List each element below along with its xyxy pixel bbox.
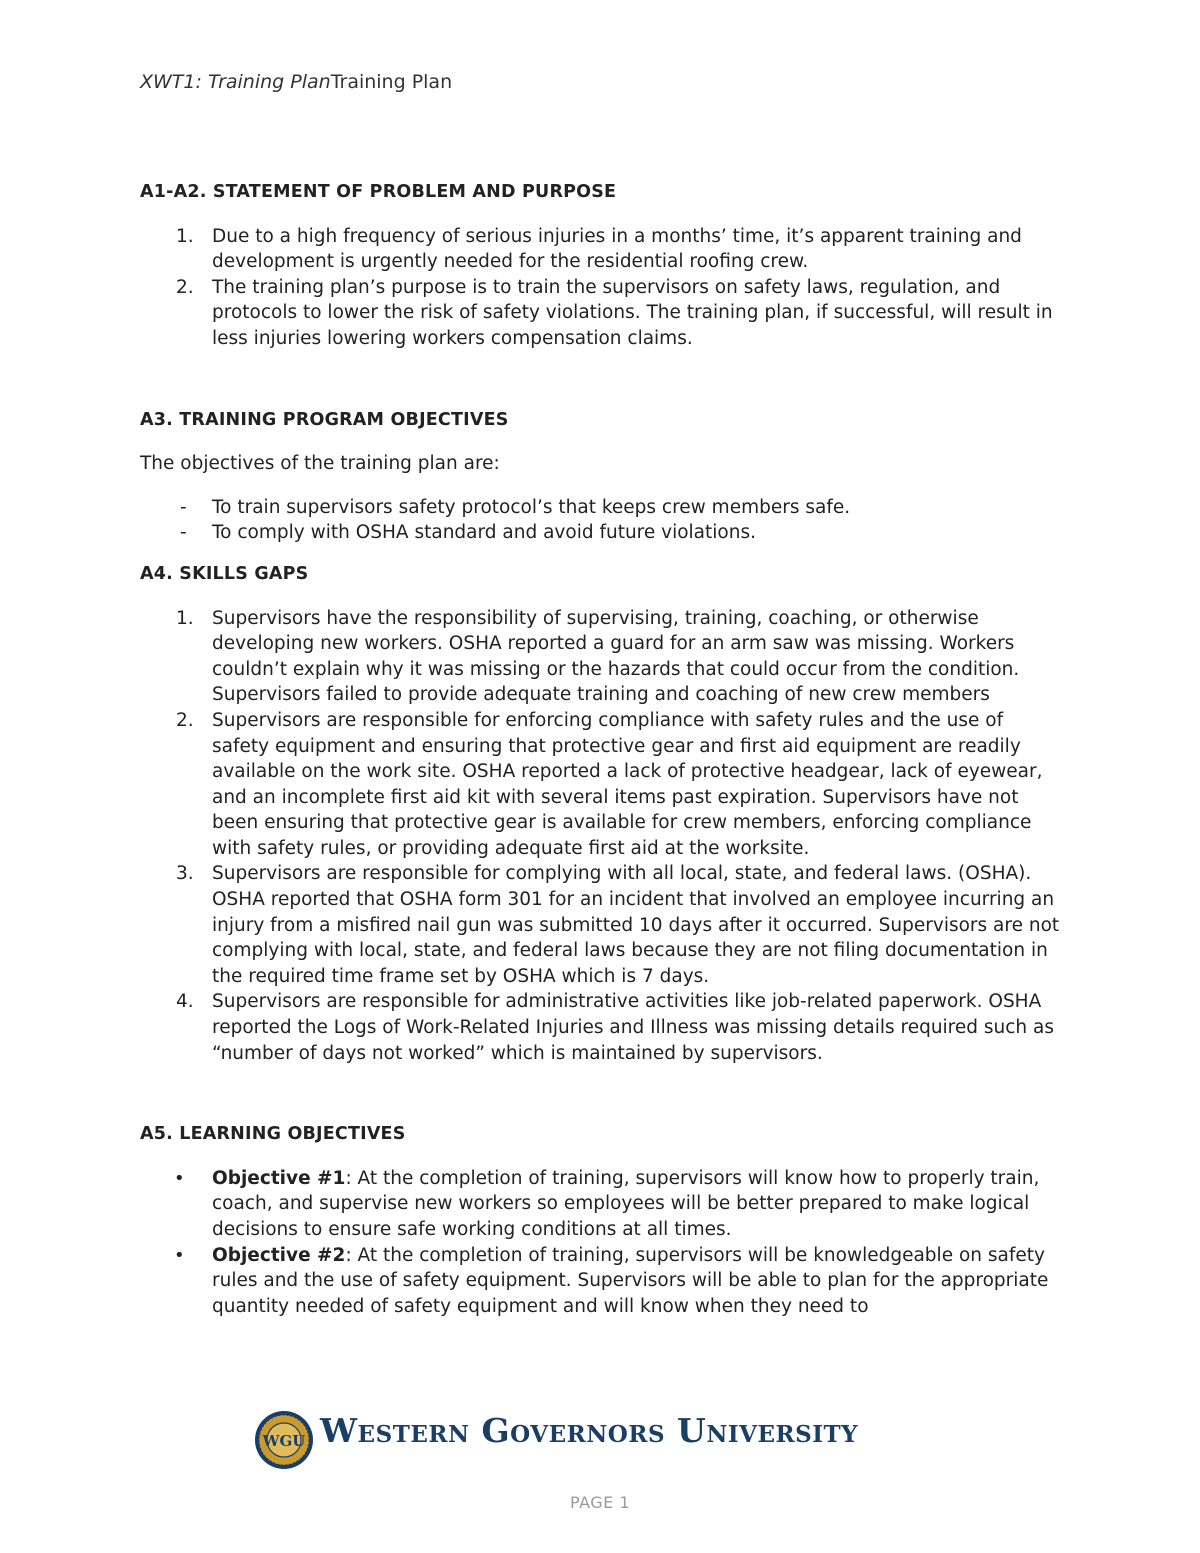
list-item [140, 224, 1065, 275]
objective-label: Objective #1 [212, 1167, 346, 1189]
list-item-text: Supervisors have the responsibility of supervising, training, coaching, or otherwise developing new workers. OSHA reported a guard for an arm saw was missing. Workers couldn’t explain why it was missing or the hazards that could occur from the condition. Supervisors failed to provide adequate training and coaching of new crew members [212, 607, 1020, 706]
list-item [140, 1243, 1065, 1320]
list-number: 2. [176, 709, 194, 731]
wgu-wordmark: Western Governors University [320, 1411, 859, 1450]
list-item-text: To train supervisors safety protocol’s that keeps crew members safe. [212, 496, 851, 518]
list-item-text: Supervisors are responsible for administrative activities like job-related paperwork. OSHA reported the Logs of Work-Related Injuries and Illness was missing details required such as “number of days not worked” which is maintained by supervisors. [212, 991, 1055, 1064]
objectives-intro: The objectives of the training plan are: [140, 453, 500, 475]
list-item-text: Supervisors are responsible for enforcing compliance with safety rules and the use of safety equipment and ensuring that protective gear and first aid equipment are readily available on the work site. OSHA reported a lack of protective headgear, lack of eyewear, and an incomplete first aid kit with several items past expiration. Supervisors have not been ensuring that protective gear is available for crew members, enforcing compliance with safety rules, or providing adequate first aid at the worksite. [212, 709, 1043, 859]
list-item-text: : At the completion of training, supervisors will know how to properly train, coach, and supervise new workers so employees will be better prepared to make logical decisions to ensure safe working conditions at all times. [212, 1167, 1040, 1240]
section-heading-a1: A1-A2. STATEMENT OF PROBLEM AND PURPOSE [140, 182, 617, 202]
program-objectives-list [140, 495, 1065, 546]
bullet-marker: • [174, 1244, 185, 1266]
dash-marker: - [180, 522, 187, 544]
list-item [140, 495, 1065, 521]
list-item [140, 989, 1065, 1066]
list-number: 1. [176, 225, 194, 247]
list-number: 2. [176, 276, 194, 298]
header-title-italic: XWT1: Training Plan [140, 71, 331, 93]
objective-label: Objective #2 [212, 1244, 346, 1266]
list-item-text: Due to a high frequency of serious injuries in a months’ time, it’s apparent training and development is urgently needed for the residential roofing crew. [212, 225, 1022, 273]
document-body [140, 180, 1065, 1319]
dash-marker: - [180, 496, 187, 518]
header-title-rest: Training Plan [330, 71, 453, 93]
list-item-text: To comply with OSHA standard and avoid future violations. [212, 522, 756, 544]
section-heading-a3: A3. TRAINING PROGRAM OBJECTIVES [140, 409, 509, 430]
list-number: 4. [176, 991, 194, 1013]
list-item-text: Supervisors are responsible for complying with all local, state, and federal laws. (OSHA). OSHA reported that OSHA form 301 for an incident that involved an employee incurring an injury from a misfired nail gun was submitted 10 days after it occurred. Supervisors are not complying with local, state, and federal laws because they are not filing documentation in the required time frame set by OSHA which is 7 days. [212, 863, 1060, 987]
page-header [140, 70, 452, 96]
bullet-marker: • [174, 1167, 185, 1189]
wgu-logo [254, 1410, 914, 1472]
wgu-seal-icon [254, 1410, 314, 1470]
list-item-text: : At the completion of training, supervisors will be knowledgeable on safety rules and the use of safety equipment. Supervisors will be able to plan for the appropriate quantity needed of safety equipment and will know when they need to [212, 1244, 1049, 1317]
list-number: 1. [176, 607, 194, 629]
list-number: 3. [176, 863, 194, 885]
list-item [140, 606, 1065, 708]
skills-gaps-list [140, 606, 1065, 1067]
page-number: PAGE 1 [569, 1493, 631, 1512]
list-item [140, 1166, 1065, 1243]
section-heading-a4: A4. SKILLS GAPS [140, 563, 309, 584]
list-item [140, 708, 1065, 862]
section-heading-a5: A5. LEARNING OBJECTIVES [140, 1124, 406, 1145]
list-item-text: The training plan’s purpose is to train the supervisors on safety laws, regulation, and protocols to lower the risk of safety violations. The training plan, if successful, will result in less injuries lowering workers compensation claims. [212, 276, 1053, 349]
learning-objectives-list [140, 1166, 1065, 1320]
list-item [140, 520, 1065, 546]
seal-letters: WGU [262, 1432, 306, 1450]
problem-purpose-list [140, 224, 1065, 352]
list-item [140, 861, 1065, 989]
list-item [140, 275, 1065, 352]
